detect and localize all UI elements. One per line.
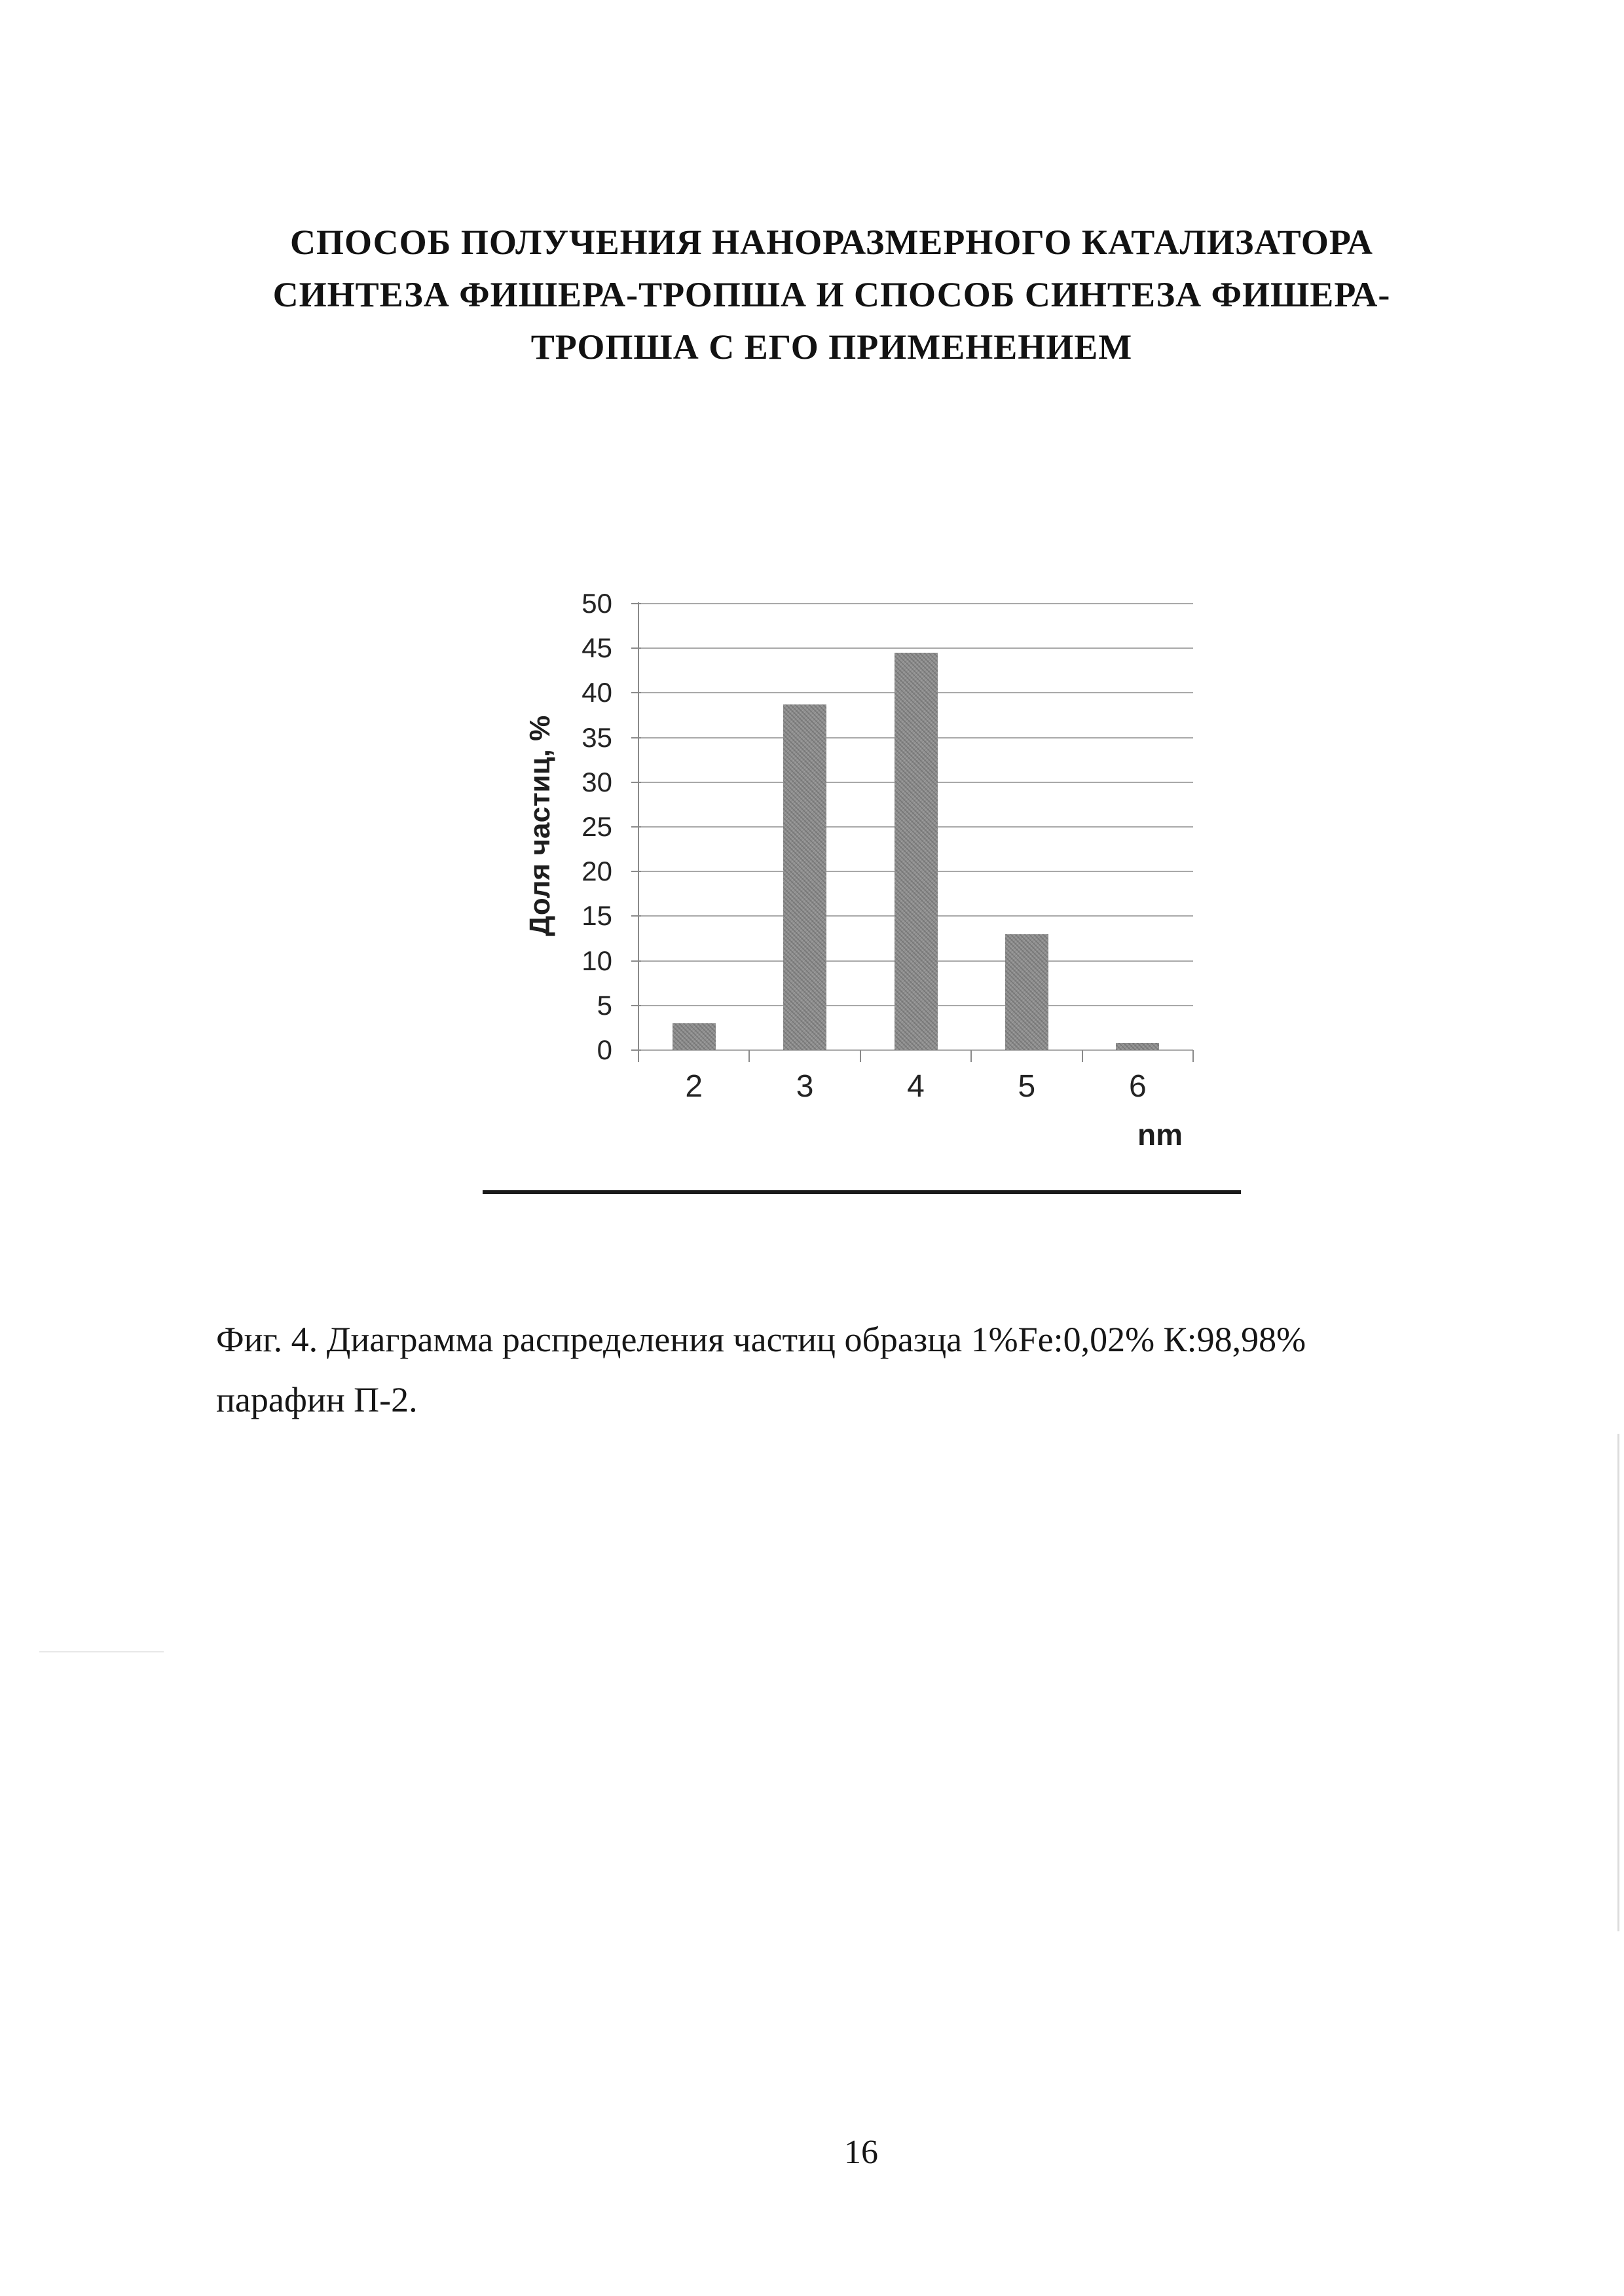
gridline-y-0	[638, 1049, 1193, 1051]
gridline-y-25	[638, 826, 1193, 828]
bar-category-4	[895, 653, 938, 1050]
x-axis-tick-0	[638, 1050, 639, 1062]
x-axis-unit-label: nm	[1137, 1118, 1183, 1152]
y-axis-tick-20	[631, 871, 641, 872]
gridline-y-5	[638, 1005, 1193, 1006]
y-axis-tick-40	[631, 692, 641, 693]
x-axis-tick-3	[970, 1050, 972, 1062]
y-axis-tick-0	[631, 1049, 641, 1051]
y-tick-label-50: 50	[581, 588, 612, 619]
y-axis-tick-5	[631, 1005, 641, 1006]
x-axis-tick-4	[1082, 1050, 1083, 1062]
y-tick-label-0: 0	[597, 1034, 612, 1065]
gridline-y-45	[638, 647, 1193, 649]
y-axis-tick-10	[631, 960, 641, 962]
y-tick-label-20: 20	[581, 856, 612, 887]
figure-caption-line-2: парафин П-2.	[216, 1380, 418, 1419]
bar-category-6	[1116, 1043, 1159, 1050]
document-title	[216, 216, 1447, 373]
gridline-y-10	[638, 960, 1193, 962]
x-tick-label-3: 3	[796, 1069, 814, 1104]
document-title-line-2: СИНТЕЗА ФИШЕРА-ТРОПША И СПОСОБ СИНТЕЗА ФИШЕРА-	[272, 275, 1391, 314]
bar-category-2	[673, 1023, 716, 1050]
x-axis-tick-5	[1192, 1050, 1194, 1062]
y-axis-tick-15	[631, 915, 641, 917]
y-tick-label-45: 45	[581, 632, 612, 664]
bar-category-5	[1005, 934, 1048, 1050]
y-tick-label-25: 25	[581, 811, 612, 842]
gridline-y-15	[638, 915, 1193, 917]
y-axis-tick-35	[631, 737, 641, 738]
figure-bottom-rule	[483, 1190, 1241, 1194]
y-tick-label-5: 5	[597, 989, 612, 1021]
bar-category-3	[783, 704, 826, 1050]
y-axis-tick-45	[631, 647, 641, 649]
y-axis-tick-50	[631, 603, 641, 604]
page-number: 16	[844, 2134, 878, 2171]
x-tick-label-4: 4	[907, 1069, 925, 1104]
x-tick-label-5: 5	[1018, 1069, 1036, 1104]
y-tick-label-15: 15	[581, 900, 612, 932]
y-tick-label-40: 40	[581, 677, 612, 708]
gridline-y-50	[638, 603, 1193, 604]
gridline-y-40	[638, 692, 1193, 693]
y-axis-tick-30	[631, 782, 641, 783]
figure-caption	[216, 1309, 1434, 1430]
x-tick-label-6: 6	[1128, 1069, 1147, 1104]
y-tick-label-10: 10	[581, 945, 612, 976]
document-title-line-3: ТРОПША С ЕГО ПРИМЕНЕНИЕМ	[530, 327, 1133, 367]
x-axis-tick-2	[860, 1050, 861, 1062]
x-axis-tick-1	[748, 1050, 750, 1062]
scan-artifact-left-smudge	[39, 1651, 164, 1652]
y-tick-label-35: 35	[581, 721, 612, 753]
gridline-y-20	[638, 871, 1193, 872]
y-axis-title: Доля частиц, %	[524, 715, 556, 936]
gridline-y-30	[638, 782, 1193, 783]
gridline-y-35	[638, 737, 1193, 738]
figure-caption-line-1: Фиг. 4. Диаграмма распределения частиц образца 1%Fe:0,02% К:98,98%	[216, 1320, 1306, 1359]
scan-artifact-right-edge	[1617, 1434, 1619, 1931]
document-title-line-1: СПОСОБ ПОЛУЧЕНИЯ НАНОРАЗМЕРНОГО КАТАЛИЗАТОРА	[289, 223, 1374, 262]
y-tick-label-30: 30	[581, 766, 612, 797]
y-axis-line	[638, 602, 639, 1062]
y-axis-tick-25	[631, 826, 641, 828]
x-tick-label-2: 2	[685, 1069, 703, 1104]
